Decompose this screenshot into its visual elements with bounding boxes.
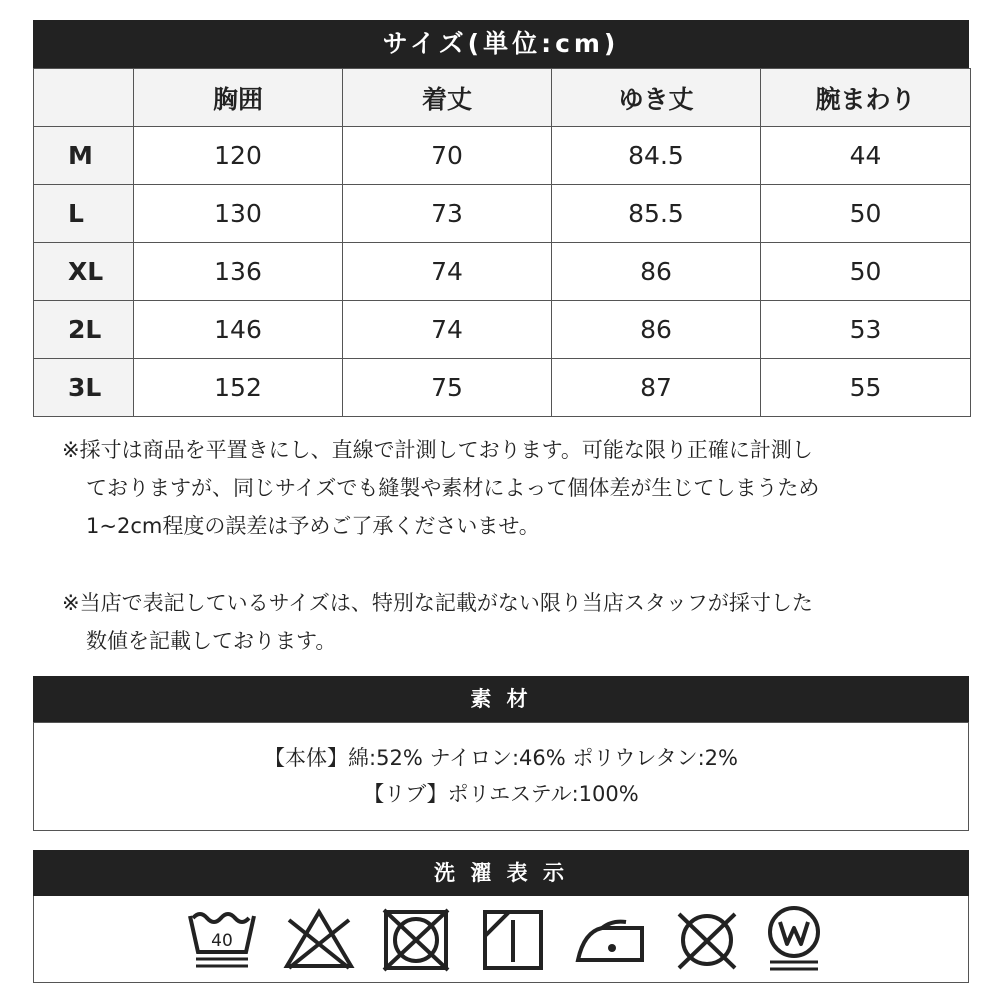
table-cell: 136 (134, 243, 343, 301)
table-cell: 75 (343, 359, 552, 417)
no-dry-clean-icon (669, 902, 745, 972)
wash-temp-label: 40 (211, 931, 233, 951)
material-box (33, 722, 969, 831)
note-line: ※当店で表記しているサイズは、特別な記載がない限り当店スタッフが採寸した (62, 591, 813, 615)
row-label: M (34, 127, 134, 185)
care-title: 洗 濯 表 示 (33, 850, 969, 896)
table-row (34, 127, 971, 185)
wet-clean-gentle-icon (756, 902, 832, 972)
table-cell: 74 (343, 243, 552, 301)
note-line: 数値を記載しております。 (86, 629, 337, 653)
table-cell: 50 (761, 185, 971, 243)
table-row (34, 185, 971, 243)
size-table-header-row (34, 69, 971, 127)
note-line: ておりますが、同じサイズでも縫製や素材によって個体差が生じてしまうため (86, 476, 820, 500)
table-cell: 130 (134, 185, 343, 243)
row-label: L (34, 185, 134, 243)
no-tumble-dry-icon (378, 902, 454, 972)
corner-cell (34, 69, 134, 127)
table-cell: 85.5 (552, 185, 761, 243)
table-cell: 70 (343, 127, 552, 185)
table-cell: 87 (552, 359, 761, 417)
row-label: 2L (34, 301, 134, 359)
column-header: ゆき丈 (552, 69, 761, 127)
table-row (34, 301, 971, 359)
column-header: 胸囲 (134, 69, 343, 127)
table-cell: 53 (761, 301, 971, 359)
table-cell: 73 (343, 185, 552, 243)
size-source-note (62, 584, 813, 660)
column-header: 腕まわり (761, 69, 971, 127)
table-cell: 84.5 (552, 127, 761, 185)
table-cell: 86 (552, 243, 761, 301)
table-cell: 120 (134, 127, 343, 185)
measurement-note (62, 431, 819, 545)
table-cell: 74 (343, 301, 552, 359)
table-row (34, 243, 971, 301)
note-line: 1~2cm程度の誤差は予めご了承くださいませ。 (86, 514, 540, 538)
table-cell: 55 (761, 359, 971, 417)
iron-low-icon (572, 902, 648, 972)
size-table-title: サイズ(単位:cm) (33, 20, 969, 68)
size-table (33, 68, 971, 417)
material-rib-line: 【リブ】ポリエステル:100% (363, 782, 639, 806)
material-body-line: 【本体】綿:52% ナイロン:46% ポリウレタン:2% (264, 746, 738, 770)
table-row (34, 359, 971, 417)
table-cell: 146 (134, 301, 343, 359)
material-title: 素 材 (33, 676, 969, 722)
table-cell: 152 (134, 359, 343, 417)
row-label: 3L (34, 359, 134, 417)
column-header: 着丈 (343, 69, 552, 127)
table-cell: 44 (761, 127, 971, 185)
no-bleach-icon (281, 902, 357, 972)
row-label: XL (34, 243, 134, 301)
care-label-box (33, 896, 969, 983)
table-cell: 86 (552, 301, 761, 359)
line-dry-shade-icon (475, 902, 551, 972)
note-line: ※採寸は商品を平置きにし、直線で計測しております。可能な限り正確に計測し (62, 438, 813, 462)
wash-40-gentle-icon (184, 902, 260, 972)
table-cell: 50 (761, 243, 971, 301)
